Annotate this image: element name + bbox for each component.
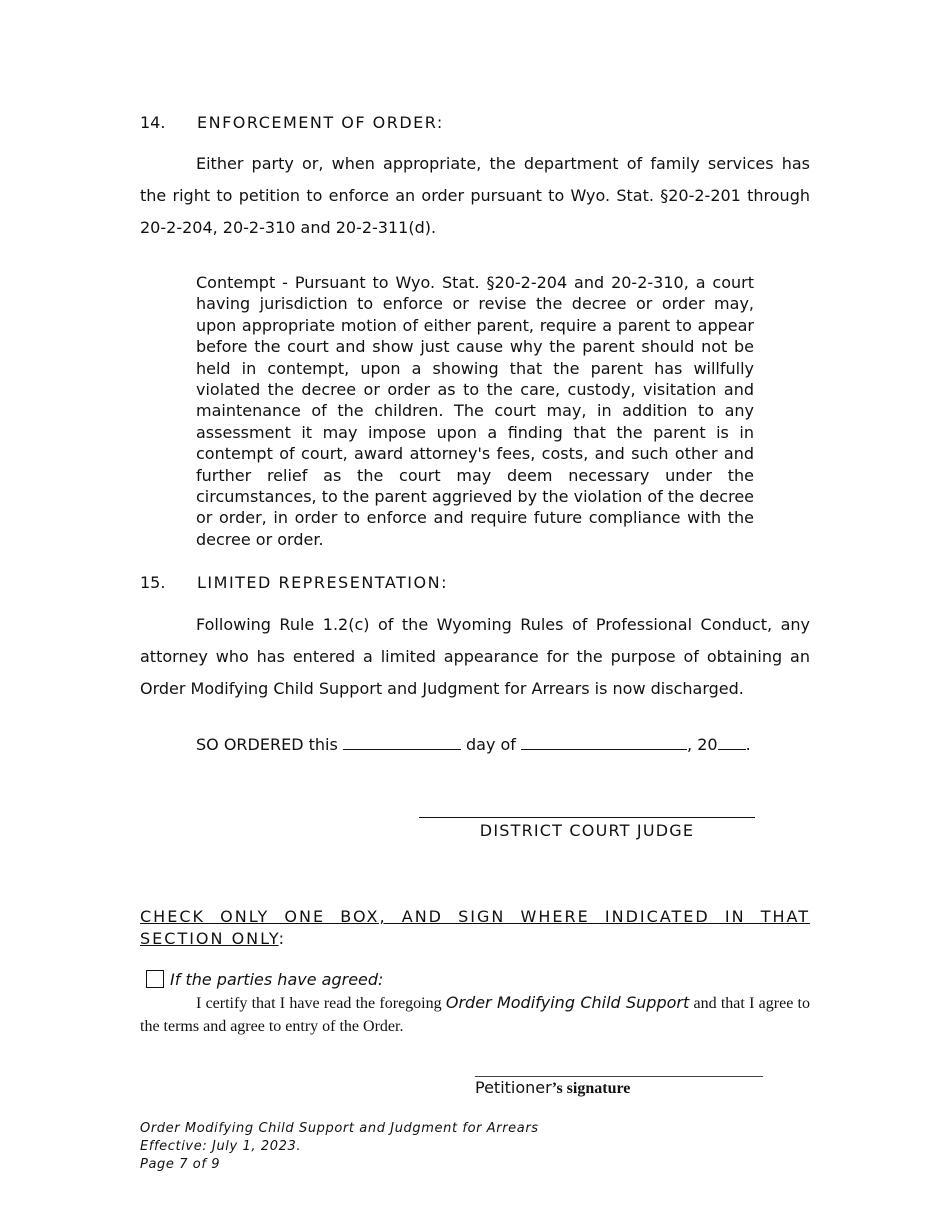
agreed-option-label: If the parties have agreed:	[170, 970, 384, 989]
section-14-heading	[140, 113, 444, 132]
section-15-title: LIMITED REPRESENTATION:	[197, 573, 448, 592]
section-15-paragraph	[140, 609, 810, 705]
day-of-label: day of	[466, 735, 516, 754]
judge-label: DISTRICT COURT JUDGE	[479, 821, 695, 840]
certify-paragraph	[140, 992, 810, 1038]
signature-label: ’s signature	[551, 1080, 631, 1097]
ordered-end: .	[745, 735, 751, 754]
section-14-paragraph-text: Either party or, when appropriate, the department of family services has the right to petition to enforce an order pursuant to Wyo. Stat. §20-2-201 through 20-2-204, 20-2-310 and 20-2-311(d).	[140, 154, 810, 237]
petitioner-signature-label	[475, 1078, 630, 1098]
section-15-number: 15.	[140, 573, 166, 592]
judge-signature-line[interactable]	[419, 817, 755, 818]
day-blank[interactable]	[343, 735, 461, 750]
year-blank[interactable]	[718, 735, 746, 750]
section-15-heading	[140, 573, 448, 592]
section-15-paragraph-text: Following Rule 1.2(c) of the Wyoming Rules of Professional Conduct, any attorney who has entered a limited appearance for the purpose of obtaining an Order Modifying Child Support and Judgment for Arrears is now discharged.	[140, 615, 810, 698]
section-14-title: ENFORCEMENT OF ORDER:	[197, 113, 444, 132]
contempt-block-quote	[196, 272, 754, 550]
footer-page-number: Page 7 of 9	[140, 1157, 221, 1172]
agreed-option	[146, 970, 383, 989]
section-14-paragraph	[140, 148, 810, 244]
page-footer	[140, 1120, 539, 1174]
check-box-heading-colon: :	[278, 929, 286, 948]
petitioner-signature-line[interactable]: ____________________________________	[475, 1062, 763, 1079]
year-prefix: , 20	[687, 735, 718, 754]
certify-title: Order Modifying Child Support	[445, 993, 690, 1012]
check-box-heading-text: CHECK ONLY ONE BOX, AND SIGN WHERE INDICATED IN THAT SECTION ONLY	[140, 907, 810, 948]
month-blank[interactable]	[521, 735, 687, 750]
contempt-text: Contempt - Pursuant to Wyo. Stat. §20-2-204 and 20-2-310, a court having jurisdiction to enforce or revise the decree or order may, upon appropriate motion of either parent, require a parent to appear before the court and show just cause why the parent should not be held in contempt, upon a showing that the parent has willfully violated the decree or order as to the care, custody, visitation and maintenance of the children. The court may, in addition to any assessment it may impose upon a finding that the parent is in contempt of court, award attorney's fees, costs, and such other and further relief as the court may deem necessary under the circumstances, to the parent aggrieved by the violation of the decree or order, in order to enforce and require future compliance with the decree or order.	[196, 273, 754, 549]
certify-start: I certify that I have read the foregoing	[196, 995, 446, 1012]
agreed-checkbox[interactable]	[146, 970, 164, 988]
footer-effective: Effective: July 1, 2023.	[140, 1139, 302, 1154]
certify-end: and that I agree to the terms and agree to entry of the Order.	[140, 995, 811, 1035]
so-ordered-line	[196, 735, 751, 754]
footer-title: Order Modifying Child Support and Judgment for Arrears	[140, 1121, 539, 1136]
check-box-heading	[140, 906, 810, 950]
petitioner-label: Petitioner	[475, 1078, 552, 1097]
section-14-number: 14.	[140, 113, 166, 132]
so-ordered-prefix: SO ORDERED this	[196, 735, 338, 754]
